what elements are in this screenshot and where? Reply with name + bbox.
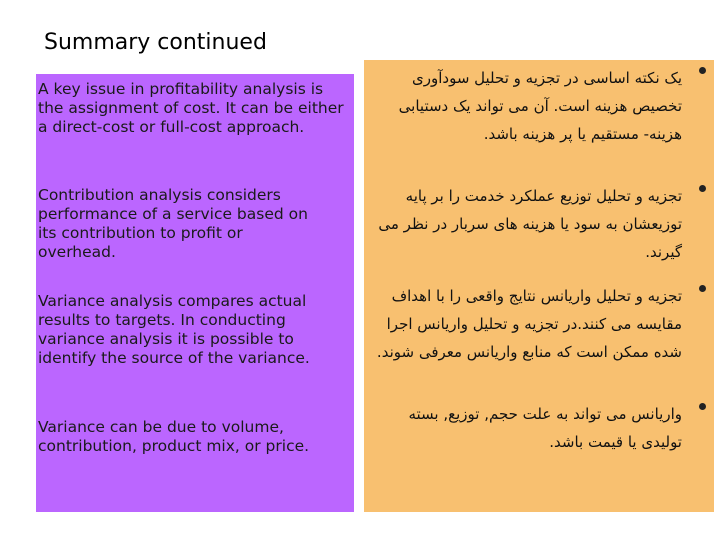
persian-bullet-item xyxy=(374,64,704,148)
persian-bullet-item xyxy=(374,282,704,366)
persian-bullet-item xyxy=(374,182,704,266)
slide-title: Summary continued xyxy=(44,30,267,55)
persian-bullet-text: واریانس می تواند به علت حجم, توزیع, بسته تولیدی یا قیمت باشد. xyxy=(408,405,682,451)
summary-paragraph-variance-causes: Variance can be due to volume, contribution, product mix, or price. xyxy=(38,418,310,455)
persian-summary-panel xyxy=(364,60,714,512)
summary-paragraph-variance-analysis: Variance analysis compares actual results to targets. In conducting variance analysis it is possible to identify the source of the variance. xyxy=(38,292,310,367)
persian-bullet-text: تجزیه و تحلیل واریانس نتایج واقعی را با اهداف مقایسه می کنند.در تجزیه و تحلیل واریانس اجرا شده ممکن است که منابع واریانس معرفی شوند. xyxy=(376,287,682,361)
bullet-icon xyxy=(699,285,706,292)
english-summary-panel xyxy=(36,74,354,512)
persian-bullet-text: تجزیه و تحلیل توزیع عملکرد خدمت را بر پایه توزیعشان به سود یا هزینه های سربار در نظر می گیرند. xyxy=(378,187,682,261)
summary-paragraph-profitability: A key issue in profitability analysis is the assignment of cost. It can be either a direct-cost or full-cost approach. xyxy=(38,80,344,136)
bullet-icon xyxy=(699,67,706,74)
bullet-icon xyxy=(699,403,706,410)
persian-bullet-item xyxy=(374,400,704,456)
persian-bullet-text: یک نکته اساسی در تجزیه و تحلیل سودآوری تخصیص هزینه است. آن می تواند یک دستیابی هزینه- مستقیم یا پر هزینه باشد. xyxy=(398,69,682,143)
summary-paragraph-contribution: Contribution analysis considers performance of a service based on its contribution to profit or overhead. xyxy=(38,186,308,261)
bullet-icon xyxy=(699,185,706,192)
